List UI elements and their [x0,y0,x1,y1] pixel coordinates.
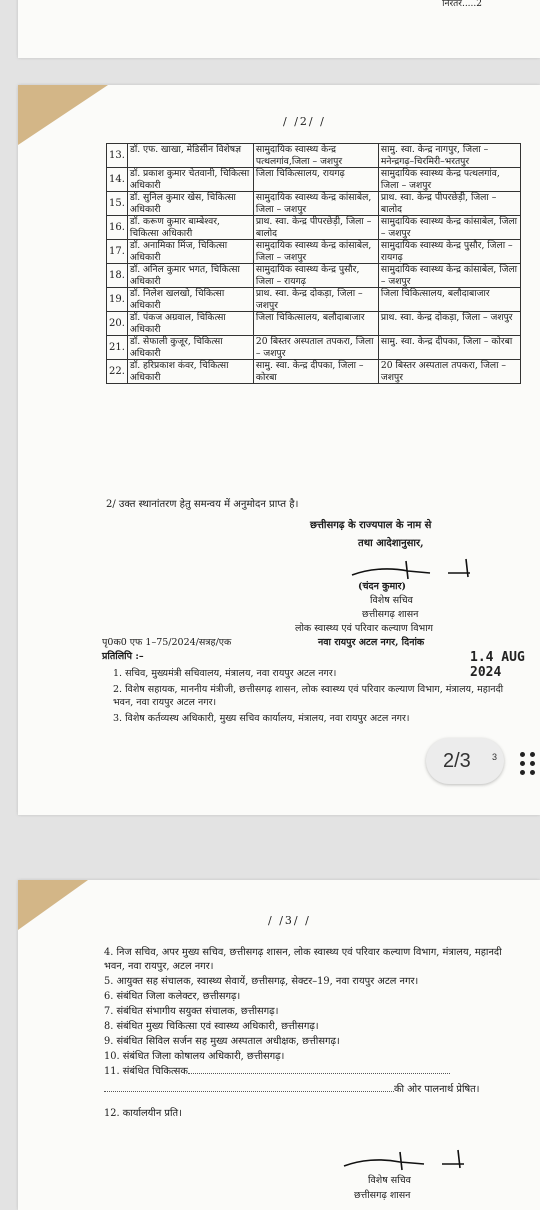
doctor-name: डॉ. प्रकाश कुमार चेतवानी, चिकित्सा अधिकारी [127,168,253,192]
approval-paragraph: 2/ उक्त स्थानांतरण हेतु समन्वय में अनुमोदन प्राप्त है। [106,499,299,510]
page-number: / /2/ / [283,115,326,128]
doctor-name: डॉ. करूण कुमार बाम्बेश्वर, चिकित्सा अधिकारी [127,216,253,240]
table-row [107,336,521,360]
from-posting: सामु. स्वा. केन्द्र दीपका, जिला – कोरबा [253,360,378,384]
signatory-name: (चंदन कुमार) [358,581,406,592]
from-posting: जिला चिकित्सालय, बलौदाबाजार [253,312,378,336]
copy-item: 8. संबंधित मुख्य चिकित्सा एवं स्वास्थ्य अधिकारी, छत्तीसगढ़। [104,1021,319,1032]
table-row [107,240,521,264]
from-posting: सामुदायिक स्वास्थ्य केन्द्र कांसाबेल, जिला – जशपुर [253,240,378,264]
doctor-name: डॉ. एफ. खाखा, मेडिसीन विशेषज्ञ [127,144,253,168]
row-number: 15. [107,192,128,216]
from-posting: 20 बिस्तर अस्पताल तपकरा, जिला – जशपुर [253,336,378,360]
row-number: 14. [107,168,128,192]
to-posting: प्राथ. स्वा. केन्द्र पीपरछेड़ी, जिला – बालोद [378,192,520,216]
copy-item: 1. सचिव, मुख्यमंत्री सचिवालय, मंत्रालय, नवा रायपुर अटल नगर। [113,668,337,679]
governor-line-2: तथा आदेशानुसार, [358,538,424,549]
table-row [107,264,521,288]
table-row [107,312,521,336]
continuation-marker: निरंतर.....2 [442,0,482,9]
to-posting: 20 बिस्तर अस्पताल तपकरा, जिला – जशपुर [378,360,520,384]
table-row [107,360,521,384]
copy-list [113,667,513,727]
page-corner-shadow [18,85,108,145]
doctor-name: डॉ. पंकज अग्रवाल, चिकित्सा अधिकारी [127,312,253,336]
date-stamp: 1.4 AUG 2024 [470,650,525,680]
to-posting: सामु. स्वा. केन्द्र नागपुर, जिला – मनेन्द्रगढ़–चिरमिरी–भरतपुर [378,144,520,168]
copy-item: 10. संबंधित जिला कोषालय अधिकारी, छत्तीसगढ़। [104,1051,285,1062]
table-row [107,288,521,312]
doctor-name: डॉ. सेफाली कुजूर, चिकित्सा अधिकारी [127,336,253,360]
from-posting: जिला चिकित्सालय, रायगढ़ [253,168,378,192]
transfer-table [106,143,521,384]
document-page-2 [18,85,540,815]
row-number: 20. [107,312,128,336]
from-posting: सामुदायिक स्वास्थ्य केन्द्र पत्थलगांव,जिला – जशपुर [253,144,378,168]
row-number: 13. [107,144,128,168]
signatory-department: लोक स्वास्थ्य एवं परिवार कल्याण विभाग [295,623,434,634]
page-indicator-text: 2/3 [443,750,471,772]
copy-heading: प्रतिलिपि :– [102,651,144,662]
to-posting: सामुदायिक स्वास्थ्य केन्द्र पुसौर, जिला – रायगढ़ [378,240,520,264]
page-corner-shadow [18,880,88,930]
table-row [107,192,521,216]
row-number: 21. [107,336,128,360]
doctor-name: डॉ. अनामिका मिंज, चिकित्सा अधिकारी [127,240,253,264]
row-number: 18. [107,264,128,288]
place-date: नवा रायपुर अटल नगर, दिनांक [318,637,425,648]
signatory-government: छत्तीसगढ़ शासन [354,1190,411,1201]
copy-item: 11. संबंधित चिकित्सक [104,1065,524,1079]
to-posting: जिला चिकित्सालय, बलौदाबाजार [378,288,520,312]
from-posting: सामुदायिक स्वास्थ्य केन्द्र पुसौर, जिला – रायगढ़ [253,264,378,288]
governor-line-1: छत्तीसगढ़ के राज्यपाल के नाम से [310,520,432,531]
forward-line: की ओर पालनार्थ प्रेषित। [104,1083,524,1097]
copy-item: 9. संबंधित सिविल सर्जन सह मुख्य अस्पताल अधीक्षक, छत्तीसगढ़। [104,1036,340,1047]
copy-item: 3. विशेष कर्तव्यस्थ अधिकारी, मुख्य सचिव कार्यालय, मंत्रालय, नवा रायपुर अटल नगर। [113,712,410,724]
page-total: 3 [492,752,498,762]
row-number: 19. [107,288,128,312]
doctor-name: डॉ. सुनिल कुमार खेस, चिकित्सा अधिकारी [127,192,253,216]
copy-item: 2. विशेष सहायक, माननीय मंत्रीजी, छत्तीसगढ़ शासन, लोक स्वास्थ्य एवं परिवार कल्याण विभाग, मंत्रालय, महानदी भवन, नवा रायपुर अटल नगर। [113,683,504,708]
copy-item: 4. निज सचिव, अपर मुख्य सचिव, छत्तीसगढ़ शासन, लोक स्वास्थ्य एवं परिवार कल्याण विभाग, मंत्रालय, महानदी भवन, नवा रायपुर, अटल नगर। [104,947,502,972]
table-row [107,144,521,168]
row-number: 22. [107,360,128,384]
doctor-name: डॉ. अनिल कुमार भगत, चिकित्सा अधिकारी [127,264,253,288]
table-row [107,168,521,192]
doctor-name: डॉ. निलेश खलखो, चिकित्सा अधिकारी [127,288,253,312]
document-page-1 [18,0,540,58]
row-number: 17. [107,240,128,264]
copy-list-continued [104,946,524,1122]
reference-number: पृ0क0 एफ 1–75/2024/सत्रह/एक [102,637,232,648]
to-posting: सामुदायिक स्वास्थ्य केन्द्र पत्थलगांव, जिला – जशपुर [378,168,520,192]
page-number: / /3/ / [268,914,311,927]
copy-item: 6. संबंधित जिला कलेक्टर, छत्तीसगढ़। [104,991,241,1002]
signatory-title: विशेष सचिव [370,595,413,606]
signature [348,555,488,583]
from-posting: प्राथ. स्वा. केन्द्र दोकड़ा, जिला – जशपुर [253,288,378,312]
copy-item: 5. आयुक्त सह संचालक, स्वास्थ्य सेवायें, छत्तीसगढ़, सेक्टर–19, नवा रायपुर अटल नगर। [104,976,419,987]
to-posting: सामु. स्वा. केन्द्र दीपका, जिला – कोरबा [378,336,520,360]
copy-item: 7. संबंधित संभागीय सयुक्त संचालक, छत्तीसगढ़। [104,1006,279,1017]
to-posting: सामुदायिक स्वास्थ्य केन्द्र कांसाबेल, जिला – जशपुर [378,264,520,288]
document-page-3 [18,880,540,1210]
from-posting: प्राथ. स्वा. केन्द्र पीपरछेड़ी, जिला – बालोद [253,216,378,240]
to-posting: सामुदायिक स्वास्थ्य केन्द्र कांसाबेल, जिला – जशपुर [378,216,520,240]
table-row [107,216,521,240]
to-posting: प्राथ. स्वा. केन्द्र दोकड़ा, जिला – जशपुर [378,312,520,336]
signature [340,1148,480,1174]
dots-grid-icon[interactable] [518,748,538,778]
page-indicator[interactable] [426,738,504,784]
signatory-government: छत्तीसगढ़ शासन [362,609,419,620]
from-posting: सामुदायिक स्वास्थ्य केन्द्र कांसाबेल, जिला – जशपुर [253,192,378,216]
copy-item: 12. कार्यालयीन प्रति। [104,1108,182,1119]
row-number: 16. [107,216,128,240]
signatory-title: विशेष सचिव [368,1175,411,1186]
doctor-name: डॉ. हरिप्रकाश कंवर, चिकित्सा अधिकारी [127,360,253,384]
